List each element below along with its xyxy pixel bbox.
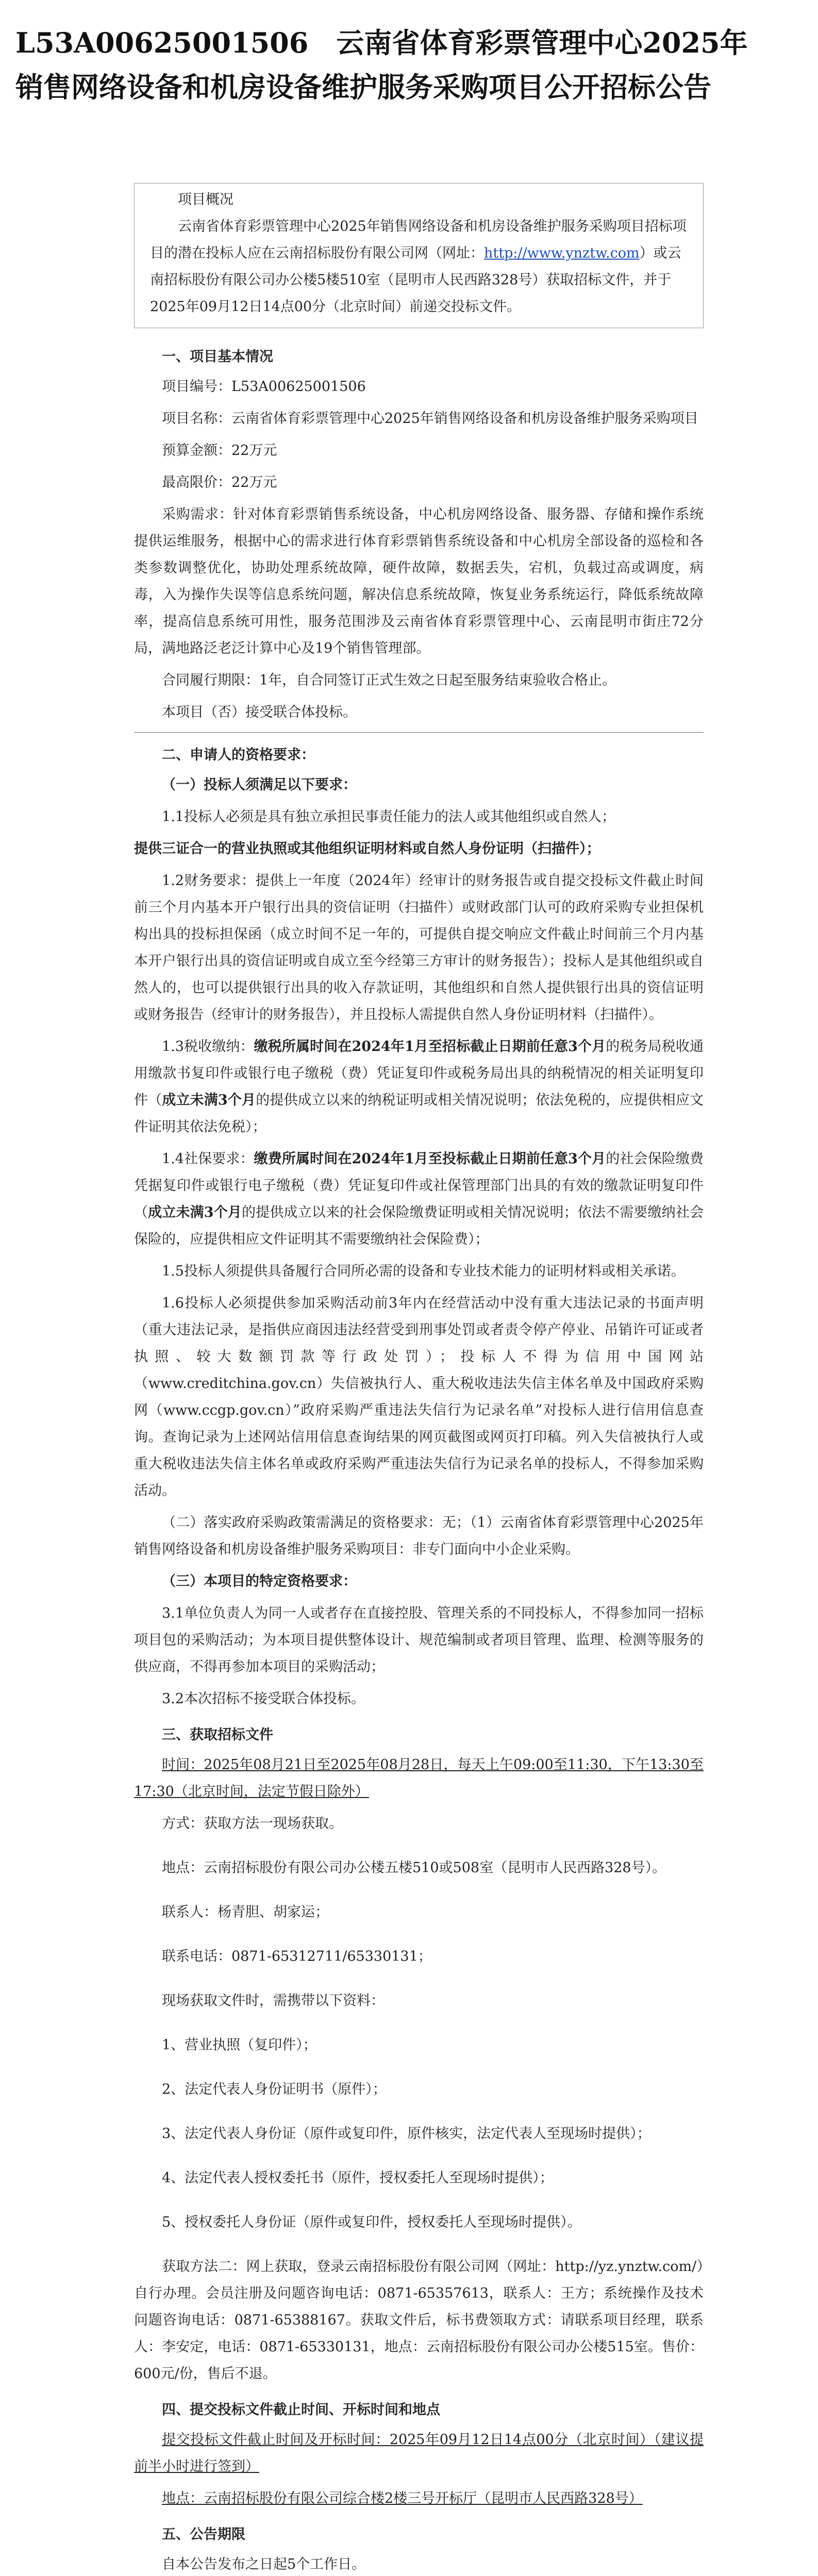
tax-label: 1.3税收缴纳： — [162, 1039, 254, 1055]
document-doc-item: 1、营业执照（复印件）； — [162, 2037, 317, 2053]
social-text: 的社会保险缴费凭据复印件或银行电子缴税（费）凭证复印件或社保管理部门出具的有效的缴款证明复印件（ — [134, 1151, 704, 1221]
section-2-title: 二、申请人的资格要求： — [162, 747, 315, 763]
bid-deadline: 提交投标文件截止时间及开标时间：2025年09月12日14点00分（北京时间）（建议提前半小时进行签到） — [134, 2432, 704, 2475]
bid-opening-place: 地点：云南招标股份有限公司综合楼2楼三号开标厅（昆明市人民西路328号） — [162, 2490, 643, 2506]
qualification-1-5: 1.5投标人须提供具备履行合同所必需的设备和专业技术能力的证明材料或相关承诺。 — [162, 1263, 685, 1279]
divider — [134, 732, 704, 733]
project-number: 项目编号：L53A00625001506 — [162, 379, 366, 395]
document-online-method: 获取方法二：网上获取，登录云南招标股份有限公司网（网址：http://yz.ynztw.com/）自行办理。会员注册及问题咨询电话：0871-65357613，联系人：王方；系统操作及技术问题咨询电话：0871-65388167。获取文件后，标书费领取方式：请联系项目经理，联系人：李安定，电话：0871-65330131，地点：云南招标股份有限公司办公楼515室。售价：600元/份，售后不退。 — [134, 2259, 704, 2382]
tax-new-company: 成立未满3个月 — [162, 1092, 256, 1108]
project-budget: 预算金额：22万元 — [162, 443, 277, 459]
project-summary-box — [134, 183, 704, 328]
qualification-1-2: 1.2财务要求：提供上一年度（2024年）经审计的财务报告或自提交投标文件截止时间前三个月内基本开户银行出具的资信证明（扫描件）或财政部门认可的政府采购专业担保机构出具的投标担保函（成立时间不足一年的，可提供自提交响应文件截止时间前三个月内基本开户银行出具的资信证明或自成立至今经第三方审计的财务报告）；投标人是其他组织或自然人的，也可以提供银行出具的收入存款证明，其他组织和自然人提供银行出具的资信证明或财务报告（经审计的财务报告），并且投标人需提供自然人身份证明材料（扫描件）。 — [134, 873, 704, 1023]
document-phone: 联系电话：0871-65312711/65330131； — [162, 1948, 432, 1964]
summary-site-link[interactable]: http://www.ynztw.com — [484, 245, 640, 261]
page-title: L53A00625001506 云南省体育彩票管理中心2025年销售网络设备和机房设备维护服务采购项目公开招标公告 — [15, 26, 748, 104]
project-max-price: 最高限价：22万元 — [162, 474, 277, 490]
qualification-3-1: 3.1单位负责人为同一人或者存在直接控股、管理关系的不同投标人，不得参加同一招标项目包的采购活动；为本项目提供整体设计、规范编制或者项目管理、监理、检测等服务的供应商，不得再参加本项目的采购活动； — [134, 1605, 704, 1675]
document-docs-intro: 现场获取文件时，需携带以下资料： — [162, 1993, 385, 2009]
procurement-requirements: 采购需求：针对体育彩票销售系统设备，中心机房网络设备、服务器、存储和操作系统提供运维服务，根据中心的需求进行体育彩票销售系统设备和中心机房全部设备的巡检和各类参数调整优化，协助处理系统故障，硬件故障，数据丢失，宕机，负载过高或调度，病毒，入为操作失误等信息系统问题，解决信息系统故障，恢复业务系统运行，降低系统故障率，提高信息系统可用性，服务范围涉及云南省体育彩票管理中心、云南昆明市街庄72分局，满地路泛老泛计算中心及19个销售管理部。 — [134, 506, 704, 656]
announcement-body — [134, 183, 704, 2576]
summary-text — [150, 213, 688, 320]
document-doc-item: 4、法定代表人授权委托书（原件，授权委托人至现场时提供）； — [162, 2170, 554, 2186]
document-method: 方式：获取方法一现场获取。 — [162, 1816, 343, 1832]
qualification-1-3 — [134, 1033, 704, 1141]
contract-term: 合同履行期限：1年，自合同签订正式生效之日起至服务结束验收合格止。 — [162, 672, 616, 688]
document-address: 地点：云南招标股份有限公司办公楼五楼510或508室（昆明市人民西路328号）。 — [162, 1860, 666, 1876]
tax-text-2: 的提供成立以来的纳税证明或相关情况说明；依法免税的，应提供相应文件证明其依法免税）； — [134, 1092, 704, 1135]
section-3-title: 三、获取招标文件 — [162, 1727, 273, 1743]
document-doc-item: 5、授权委托人身份证（原件或复印件，授权委托人至现场时提供）。 — [162, 2214, 581, 2230]
tax-period: 缴税所属时间在2024年1月至招标截止日期前任意3个月 — [254, 1039, 606, 1055]
qualification-3-2: 3.2本次招标不接受联合体投标。 — [162, 1691, 365, 1707]
qualification-1-1: 1.1投标人必须是具有独立承担民事责任能力的法人或其他组织或自然人； — [162, 809, 615, 825]
section-4-title: 四、提交投标文件截止时间、开标时间和地点 — [162, 2402, 440, 2418]
qualification-1-6: 1.6投标人必须提供参加采购活动前3年内在经营活动中没有重大违法记录的书面声明（重大违法记录，是指供应商因违法经营受到刑事处罚或者责令停产停业、吊销许可证或者执照、较大数额罚款等行政处罚）；投标人不得为信用中国网站（www.creditchina.gov.cn）失信被执行人、重大税收违法失信主体名单及中国政府采购网（www.ccgp.gov.cn）”政府采购严重违法失信行为记录名单”对投标人进行信用信息查询。查询记录为上述网站信用信息查询结果的网页截图或网页打印稿。列入失信被执行人或重大税收违法失信主体名单或政府采购严重违法失信行为记录名单的投标人，不得参加采购活动。 — [134, 1295, 704, 1499]
qualification-sub-1: （一）投标人须满足以下要求： — [162, 777, 357, 793]
document-contact: 联系人：杨青胆、胡家运； — [162, 1904, 329, 1920]
summary-text-part2: ）或云南招标股份有限公司办公楼5楼510室（昆明市人民西路328号）获取招标文件，并于2025年09月12日14点00分（北京时间）前递交投标文件。 — [150, 245, 681, 315]
summary-heading: 项目概况 — [178, 192, 233, 208]
social-new-company: 成立未满3个月 — [148, 1205, 242, 1221]
social-text-2: 的提供成立以来的社会保险缴费证明或相关情况说明；依法不需要缴纳社会保险的，应提供相应文件证明其不需要缴纳社会保险费）； — [134, 1205, 704, 1247]
document-doc-item: 2、法定代表人身份证明书（原件）； — [162, 2081, 387, 2097]
qualification-sub-2: （二）落实政府采购政策需满足的资格要求：无；（1）云南省体育彩票管理中心2025年销售网络设备和机房设备维护服务采购项目：非专门面向中小企业采购。 — [134, 1515, 704, 1557]
summary-text-part1: 云南省体育彩票管理中心2025年销售网络设备和机房设备维护服务采购项目招标项目的潜在投标人应在云南招标股份有限公司网（网址： — [150, 218, 687, 261]
section-5-title: 五、公告期限 — [162, 2527, 245, 2543]
social-label: 1.4社保要求： — [162, 1151, 254, 1167]
document-doc-item: 3、法定代表人身份证（原件或复印件，原件核实，法定代表人至现场时提供）； — [162, 2126, 651, 2142]
qualification-1-1-docs: 提供三证合一的营业执照或其他组织证明材料或自然人身份证明（扫描件）； — [134, 841, 600, 857]
social-period: 缴费所属时间在2024年1月至投标截止日期前任意3个月 — [254, 1151, 606, 1167]
qualification-1-4 — [134, 1146, 704, 1253]
tax-text: 的税务局税收通用缴款书复印件或银行电子缴税（费）凭证复印件或税务局出具的纳税情况的相关证明复印件（ — [134, 1039, 704, 1108]
qualification-sub-3: （三）本项目的特定资格要求： — [162, 1573, 357, 1589]
announcement-period: 自本公告发布之日起5个工作日。 — [162, 2556, 366, 2572]
section-1-title: 一、项目基本情况 — [162, 349, 273, 365]
joint-bid-note: 本项目（否）接受联合体投标。 — [162, 704, 357, 720]
project-name: 项目名称：云南省体育彩票管理中心2025年销售网络设备和机房设备维护服务采购项目 — [162, 411, 698, 427]
document-time: 时间：2025年08月21日至2025年08月28日，每天上午09:00至11:30，下午13:30至17:30（北京时间，法定节假日除外） — [134, 1757, 704, 1800]
